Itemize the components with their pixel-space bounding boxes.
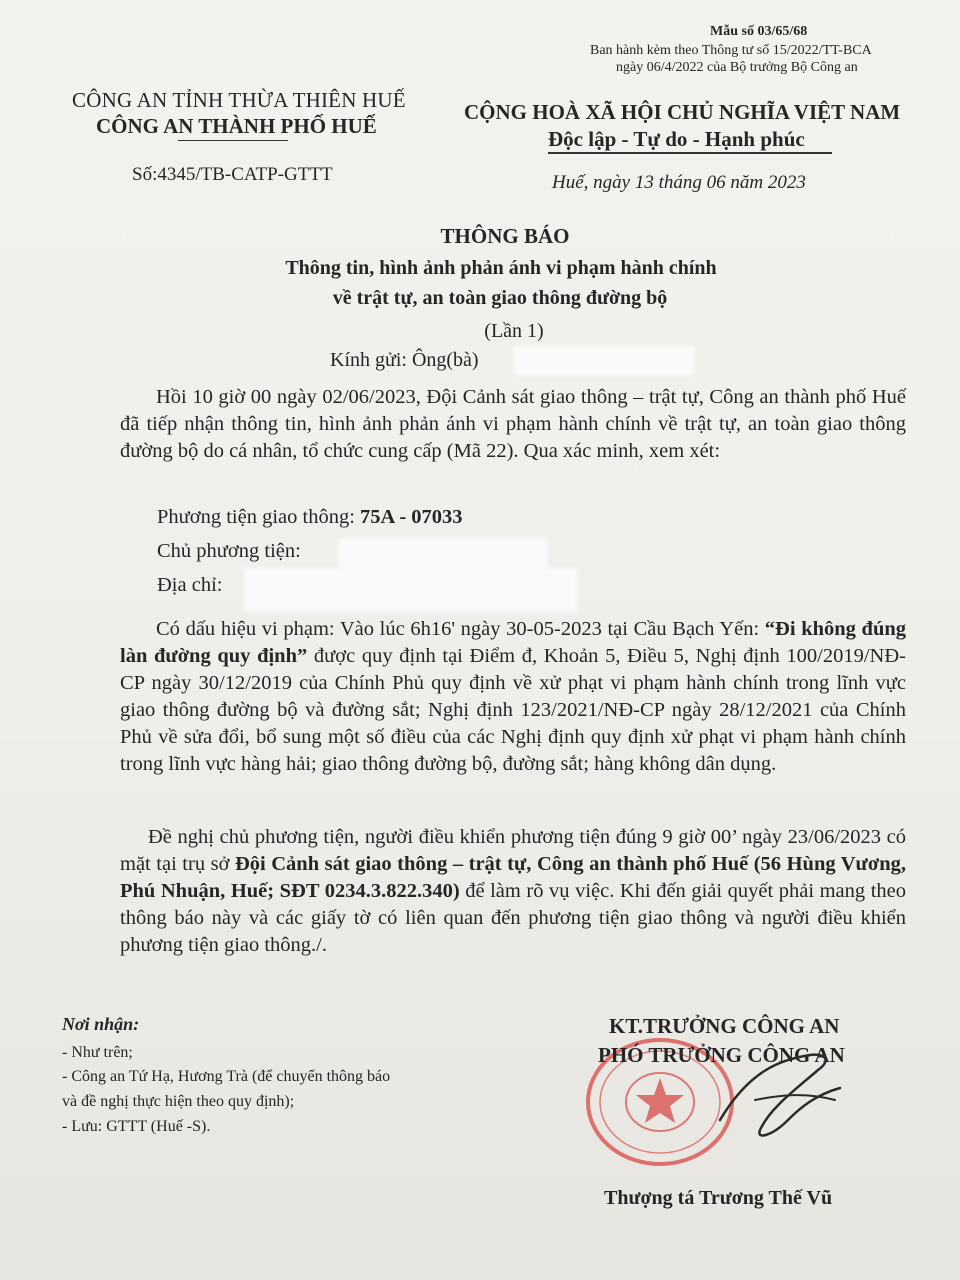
recipients-title: Nơi nhận: [62,1014,140,1034]
redaction-addressee [514,346,694,376]
document-date: Huế, ngày 13 tháng 06 năm 2023 [552,172,806,193]
violation-paragraph [120,616,906,778]
owner-field [157,540,301,563]
notice-times: (Lần 1) [484,320,544,342]
form-issued-line-1: Ban hành kèm theo Thông tư số 15/2022/TT-BCA [590,43,872,58]
nation-name: CỘNG HOÀ XÃ HỘI CHỦ NGHĨA VIỆT NAM [464,100,901,124]
recipient-item: - Lưu: GTTT (Huế -S). [62,1118,211,1135]
signature-title-2: PHÓ TRƯỞNG CÔNG AN [598,1043,845,1067]
handwritten-signature [700,1040,850,1160]
recipient-item: - Công an Tứ Hạ, Hương Trà (để chuyển thông báo [62,1068,391,1085]
request-intro: Đề nghị chủ phương tiện, người điều khiển phương tiện đúng 9 giờ 00’ ngày 23/06/2023 có mặt tại trụ sở [120,826,906,875]
form-issued-line-2: ngày 06/4/2022 của Bộ trưởng Bộ Công an [616,60,858,75]
request-location: Đội Cảnh sát giao thông – trật tự, Công an thành phố Huế (56 Hùng Vương, Phú Nhuận, Huế; SĐT 0234.3.822.340) [120,853,906,902]
signer-name: Thượng tá Trương Thế Vũ [604,1187,833,1209]
redaction-address [244,568,578,612]
signature-title-1: KT.TRƯỞNG CÔNG AN [609,1014,840,1038]
intro-text: Hồi 10 giờ 00 ngày 02/06/2023, Đội Cảnh sát giao thông – trật tự, Công an thành phố Huế đã tiếp nhận thông tin, hình ảnh phản ánh vi phạm hành chính về trật tự, an toàn giao thông đường bộ do cá nhân, tổ chức cung cấp (Mã 22). Qua xác minh, xem xét: [120,386,906,462]
redaction-owner [338,538,548,570]
agency-parent: CÔNG AN TỈNH THỪA THIÊN HUẾ [72,88,406,112]
vehicle-field [157,506,463,529]
intro-paragraph [120,384,906,465]
vehicle-plate: 75A - 07033 [360,506,463,528]
agency-underline [178,140,288,141]
document-number: Số:4345/TB-CATP-GTTT [132,164,333,185]
notice-subtitle-1: Thông tin, hình ảnh phản ánh vi phạm hành chính [285,257,717,279]
recipient-item: và đề nghị thực hiện theo quy định); [62,1093,295,1110]
form-code: Mẫu số 03/65/68 [710,24,808,39]
request-rest: để làm rõ vụ việc. Khi đến giải quyết phải mang theo thông báo này và các giấy tờ có liên quan đến phương tiện giao thông và người điều khiển phương tiện giao thông./. [120,880,906,956]
addressee-label: Kính gửi: Ông(bà) [330,349,479,371]
violation-legal-basis: được quy định tại Điểm đ, Khoản 5, Điều 5, Nghị định 100/2019/NĐ-CP ngày 30/12/2019 của Chính Phủ quy định về xử phạt vi phạm hành chính trong lĩnh vực giao thông đường bộ và đường sắt; Nghị định 123/2021/NĐ-CP ngày 28/12/2021 của Chính Phủ về sửa đổi, bổ sung một số điều của các Nghị định quy định xử phạt vi phạm hành chính trong lĩnh vực hàng hải; giao thông đường bộ, đường sắt; hàng không dân dụng. [120,645,906,775]
notice-title: THÔNG BÁO [440,224,570,248]
agency-name: CÔNG AN THÀNH PHỐ HUẾ [96,114,377,138]
nation-motto: Độc lập - Tự do - Hạnh phúc [548,127,805,151]
address-label: Địa chỉ: [157,574,223,596]
request-paragraph [120,824,906,959]
notice-subtitle-2: về trật tự, an toàn giao thông đường bộ [332,287,668,309]
vehicle-label: Phương tiện giao thông: [157,506,361,528]
violation-name: “Đi không đúng làn đường quy định” [120,618,906,667]
violation-intro: Có dấu hiệu vi phạm: Vào lúc 6h16' ngày 30-05-2023 tại Cầu Bạch Yến: [156,618,765,640]
motto-underline [548,152,832,154]
recipient-item: - Như trên; [62,1044,133,1061]
address-field [157,574,222,597]
owner-label: Chủ phương tiện: [157,540,301,562]
